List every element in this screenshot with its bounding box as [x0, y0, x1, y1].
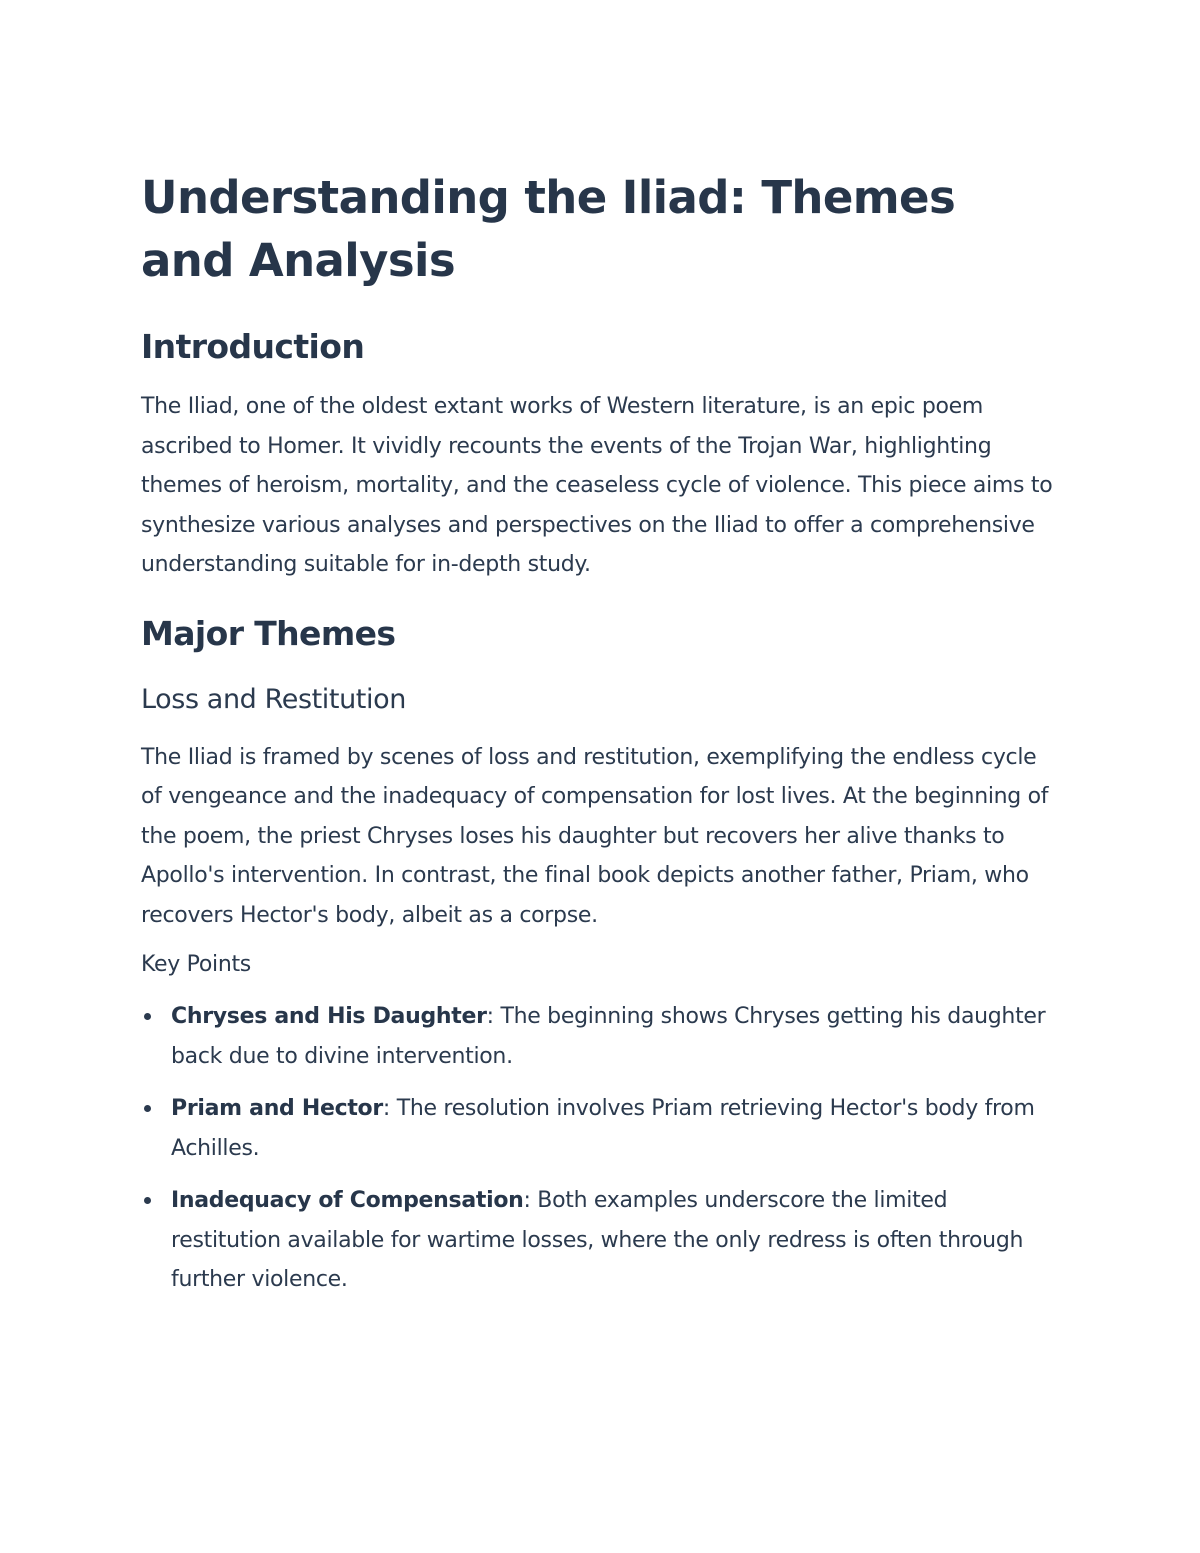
bullet-icon [144, 1013, 151, 1020]
list-item [141, 1181, 1061, 1300]
key-point-text: : The beginning shows Chryses getting his daughter back due to divine intervention. [171, 1004, 1046, 1069]
key-point-term: Inadequacy of Compensation [171, 1188, 524, 1213]
bullet-icon [144, 1105, 151, 1112]
introduction-paragraph: The Iliad, one of the oldest extant works of Western literature, is an epic poem ascribed to Homer. It vividly recounts the events of the Trojan War, highlighting themes of heroism, mortality, and the ceaseless cycle of violence. This piece aims to synthesize various analyses and perspectives on the Iliad to offer a comprehensive understanding suitable for in-depth study. [141, 394, 1053, 577]
loss-and-restitution-paragraph: The Iliad is framed by scenes of loss and restitution, exemplifying the endless cycle of vengeance and the inadequacy of compensation for lost lives. At the beginning of the poem, the priest Chryses loses his daughter but recovers her alive thanks to Apollo's intervention. In contrast, the final book depicts another father, Priam, who recovers Hector's body, albeit as a corpse. [141, 744, 1049, 928]
loss-and-restitution-heading: Loss and Restitution [141, 683, 406, 715]
document-page [141, 166, 1061, 1313]
key-point-text: : The resolution involves Priam retrieving Hector's body from Achilles. [171, 1096, 1035, 1161]
introduction-heading: Introduction [141, 327, 365, 366]
bullet-icon [144, 1197, 151, 1204]
major-themes-heading: Major Themes [141, 613, 396, 653]
key-points-list [141, 997, 1061, 1300]
key-points-heading: Key Points [141, 952, 251, 977]
key-point-text: : Both examples underscore the limited restitution available for wartime losses, where the only redress is often through further violence. [171, 1188, 1024, 1292]
key-point-term: Priam and Hector [171, 1096, 383, 1121]
key-point-term: Chryses and His Daughter [171, 1004, 487, 1029]
list-item [141, 997, 1061, 1076]
list-item [141, 1089, 1061, 1168]
document-title: Understanding the Iliad: Themes and Analysis [141, 171, 956, 287]
